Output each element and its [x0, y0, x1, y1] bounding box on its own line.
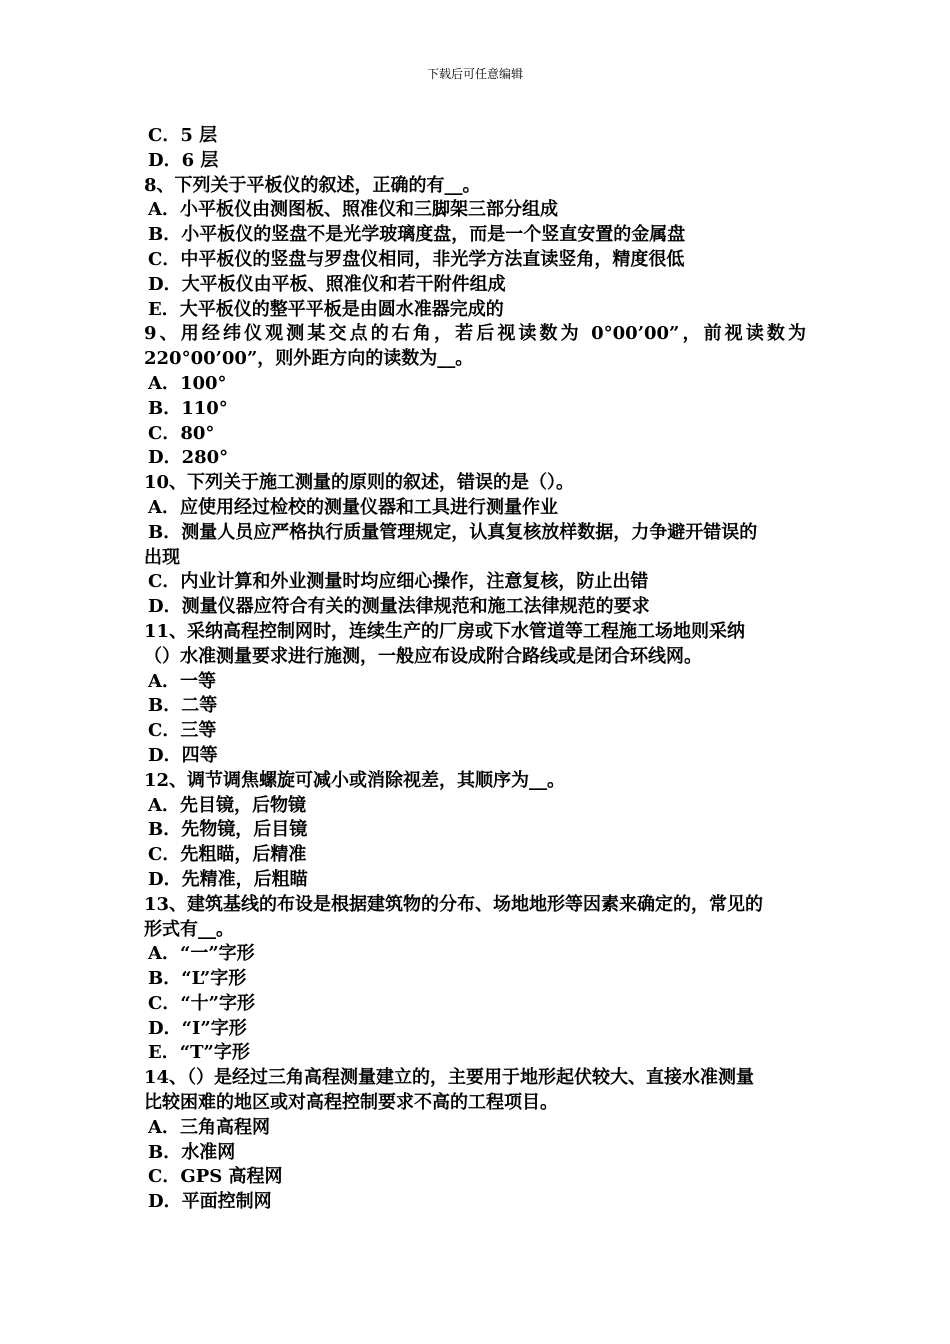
page-header: 下载后可任意编辑 [426, 67, 523, 81]
option-line: D．先精准，后粗瞄 [148, 868, 308, 890]
question-line: 12、调节调焦螺旋可减小或消除视差，其顺序为__。 [144, 769, 566, 791]
question-line: 出现 [144, 546, 180, 568]
option-line: B．小平板仪的竖盘不是光学玻璃度盘，而是一个竖直安置的金属盘 [148, 224, 686, 246]
option-line: C．5 层 [148, 125, 218, 146]
option-line: C．先粗瞄，后精准 [148, 844, 307, 866]
option-line: D．测量仪器应符合有关的测量法律规范和施工法律规范的要求 [148, 596, 650, 618]
option-line: D．6 层 [148, 149, 219, 171]
option-line: B．水准网 [148, 1141, 236, 1163]
question-line: 220°00’00”，则外距方向的读数为__。 [144, 348, 474, 370]
question-line: 10、下列关于施工测量的原则的叙述，错误的是（）。 [144, 472, 575, 494]
option-line: C．三等 [148, 720, 217, 742]
option-line: B．二等 [148, 695, 218, 717]
document-body [144, 124, 806, 1215]
option-line: D．大平板仪由平板、照准仪和若干附件组成 [148, 273, 506, 295]
option-line: E．大平板仪的整平平板是由圆水准器完成的 [148, 298, 504, 320]
option-line: A．先目镜，后物镜 [148, 794, 306, 816]
question-line: 形式有__。 [144, 918, 234, 940]
option-line: C．“十”字形 [148, 992, 256, 1014]
question-line: 9、用经纬仪观测某交点的右角，若后视读数为 0°00’00”，前视读数为 [144, 323, 806, 345]
option-line: D．“I”字形 [148, 1017, 247, 1039]
option-line: C．GPS 高程网 [148, 1166, 283, 1188]
option-line: B．“L”字形 [148, 968, 247, 990]
option-line: A．“一”字形 [148, 943, 255, 965]
question-line: 比较困难的地区或对高程控制要求不高的工程项目。 [144, 1092, 558, 1114]
option-line: C．内业计算和外业测量时均应细心操作，注意复核，防止出错 [148, 571, 649, 593]
option-line: D．平面控制网 [148, 1191, 272, 1213]
question-line: （）水准测量要求进行施测，一般应布设成附合路线或是闭合环线网。 [144, 645, 702, 667]
option-line: B．先物镜，后目镜 [148, 819, 308, 841]
option-line: A．应使用经过检校的测量仪器和工具进行测量作业 [148, 496, 558, 518]
option-line: D．280° [148, 447, 229, 469]
question-line: 8、下列关于平板仪的叙述，正确的有__。 [144, 174, 481, 196]
option-line: A．一等 [148, 670, 216, 692]
option-line: A．三角高程网 [148, 1116, 270, 1138]
option-line: B．110° [148, 397, 228, 419]
option-line: C．中平板仪的竖盘与罗盘仪相同，非光学方法直读竖角，精度很低 [148, 248, 685, 270]
question-line: 13、建筑基线的布设是根据建筑物的分布、场地地形等因素来确定的，常见的 [144, 893, 764, 915]
question-line: 11、采纳高程控制网时，连续生产的厂房或下水管道等工程施工场地则采纳 [144, 620, 746, 642]
option-line: A．小平板仪由测图板、照准仪和三脚架三部分组成 [148, 199, 558, 221]
question-line: 14、（）是经过三角高程测量建立的，主要用于地形起伏较大、直接水准测量 [144, 1067, 755, 1089]
option-line: E．“T”字形 [148, 1042, 250, 1064]
option-line: C．80° [148, 422, 215, 444]
option-line: B．测量人员应严格执行质量管理规定，认真复核放样数据，力争避开错误的 [148, 521, 758, 543]
option-line: A．100° [148, 372, 227, 394]
option-line: D．四等 [148, 744, 218, 766]
